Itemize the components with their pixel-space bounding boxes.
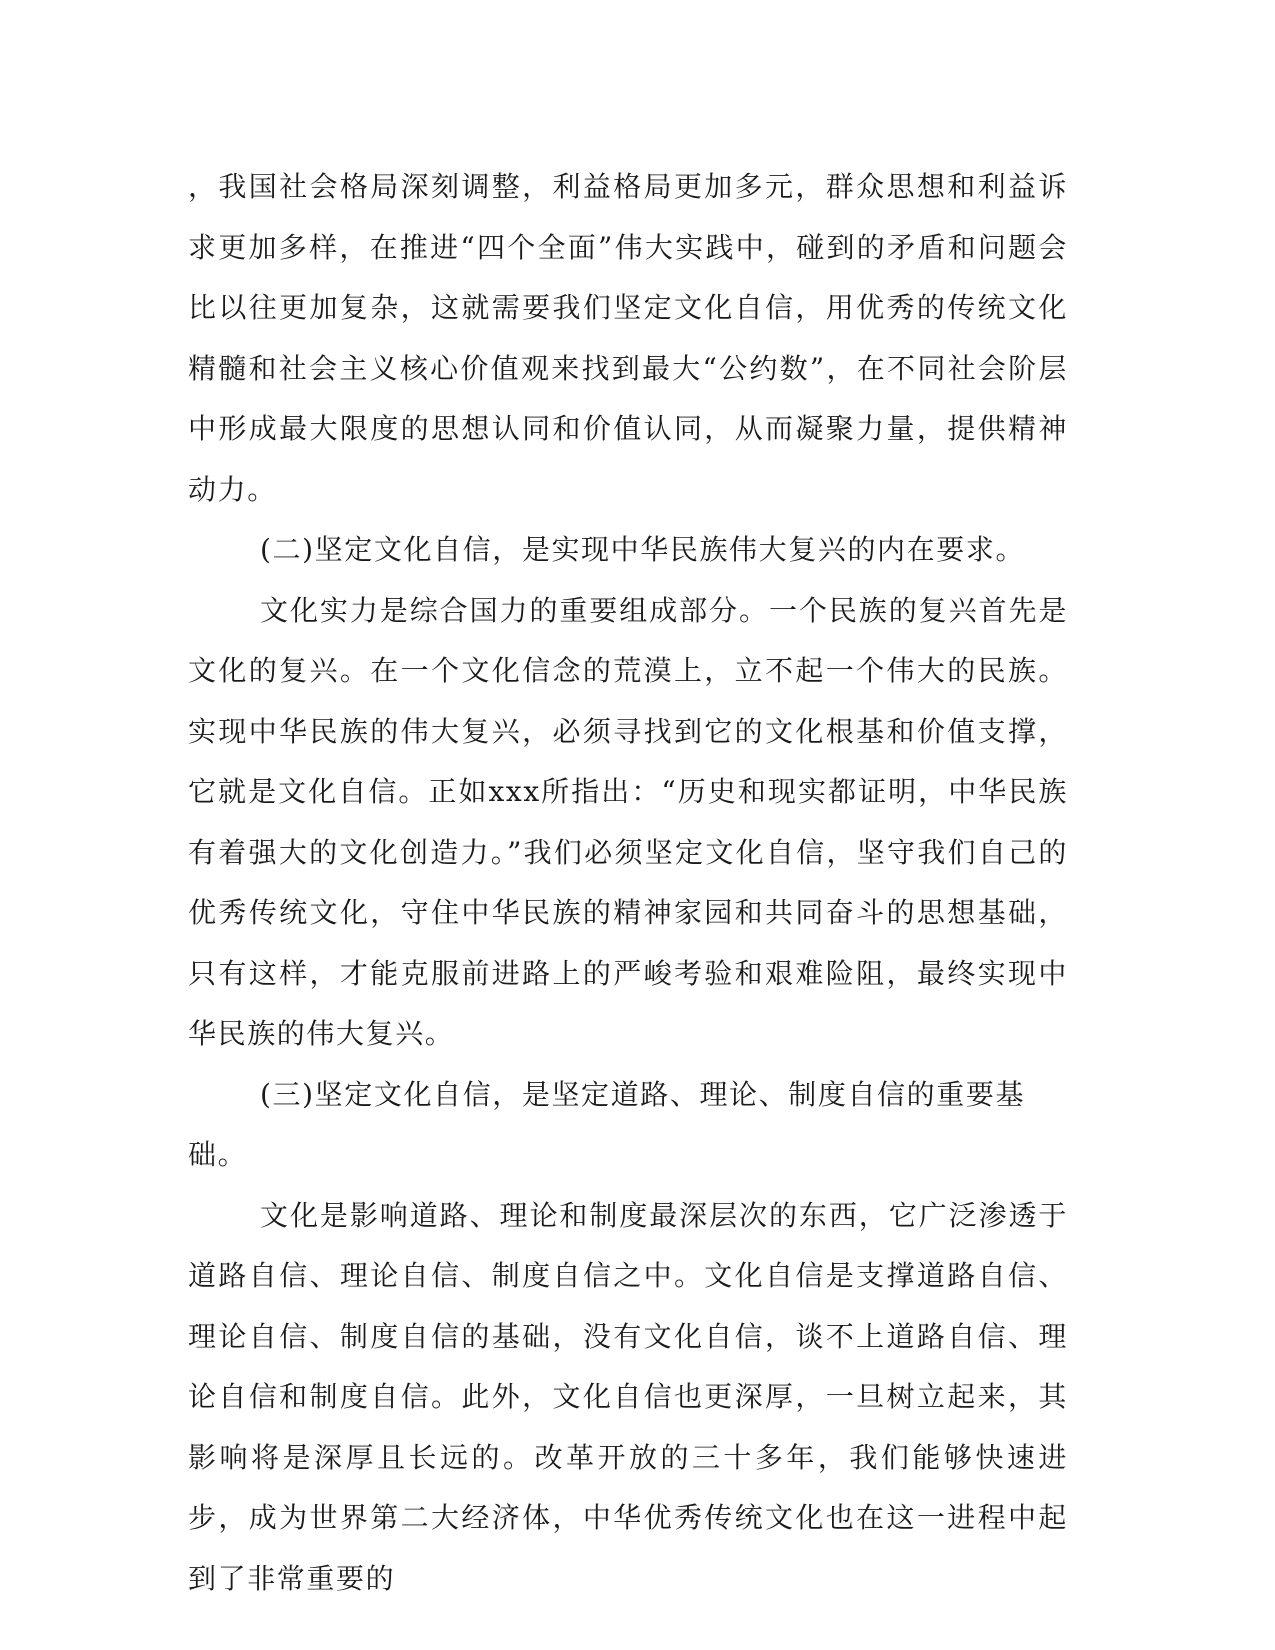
document-body [188,157,1068,1609]
body-paragraph-1: ，我国社会格局深刻调整，利益格局更加多元，群众思想和利益诉求更加多样，在推进“四个全面”伟大实践中，碰到的矛盾和问题会比以往更加复杂，这就需要我们坚定文化自信，用优秀的传统文化精髓和社会主义核心价值观来找到最大“公约数”，在不同社会阶层中形成最大限度的思想认同和价值认同，从而凝聚力量，提供精神动力。 [188,170,1068,506]
section-heading-3: (三)坚定文化自信，是坚定道路、理论、制度自信的重要基础。 [188,1077,1026,1171]
section-heading-2: (二)坚定文化自信，是实现中华民族伟大复兴的内在要求。 [260,533,1026,566]
body-paragraph-2: 文化实力是综合国力的重要组成部分。一个民族的复兴首先是文化的复兴。在一个文化信念的荒漠上，立不起一个伟大的民族。实现中华民族的伟大复兴，必须寻找到它的文化根基和价值支撑，它就是文化自信。正如xxx所指出：“历史和现实都证明，中华民族有着强大的文化创造力。”我们必须坚定文化自信，坚守我们自己的优秀传统文化，守住中华民族的精神家园和共同奋斗的思想基础，只有这样，才能克服前进路上的严峻考验和艰难险阻，最终实现中华民族的伟大复兴。 [188,593,1068,1050]
body-paragraph-3: 文化是影响道路、理论和制度最深层次的东西，它广泛渗透于道路自信、理论自信、制度自信之中。文化自信是支撑道路自信、理论自信、制度自信的基础，没有文化自信，谈不上道路自信、理论自信和制度自信。此外，文化自信也更深厚，一旦树立起来，其影响将是深厚且长远的。改革开放的三十多年，我们能够快速进步，成为世界第二大经济体，中华优秀传统文化也在这一进程中起到了非常重要的 [188,1198,1068,1595]
